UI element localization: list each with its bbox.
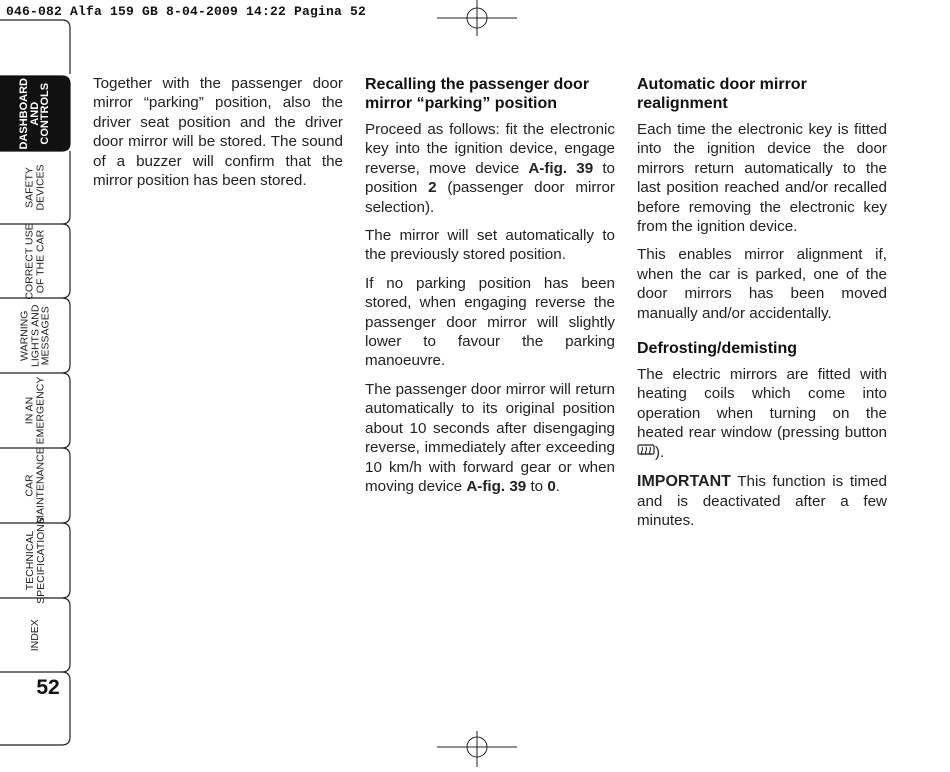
text-column-1 — [93, 74, 343, 199]
paragraph — [637, 472, 887, 530]
section-heading: Defrosting/demisting — [637, 340, 798, 358]
figure-reference: A-fig. 39 — [466, 477, 527, 495]
text-run: to — [526, 477, 548, 495]
heated-rear-window-icon — [637, 444, 655, 463]
tab-car-maintenance[interactable] — [0, 448, 70, 523]
important-label: IMPORTANT — [637, 473, 731, 491]
tab-label: CAR MAINTENANCE — [23, 447, 46, 524]
text-column-3 — [637, 74, 887, 539]
paragraph — [365, 120, 615, 217]
tab-warning-lights-and-messages[interactable] — [0, 298, 70, 373]
tab-label: IN AN EMERGENCY — [23, 376, 46, 445]
paragraph — [365, 380, 615, 496]
text-column-2 — [365, 74, 615, 505]
text-run: The electric mirrors are fitted with heating coils which come into operation when turning on the heated rear window (pressing button — [637, 366, 887, 442]
tab-dashboard-and-controls[interactable] — [0, 76, 70, 151]
tab-index[interactable] — [0, 598, 70, 672]
paragraph: The mirror will set automatically to the previously stored position. — [365, 227, 615, 264]
registration-mark-bottom — [437, 727, 517, 767]
text-run: . — [555, 477, 561, 495]
text-run: (passenger door mirror selection). — [365, 179, 615, 216]
tab-label: CORRECT USE OF THE CAR — [23, 222, 47, 300]
tab-label: WARNING LIGHTS AND MESSAGES — [18, 304, 52, 367]
tab-label: DASHBOARD AND CONTROLS — [18, 77, 52, 150]
tab-correct-use-of-the-car[interactable] — [0, 224, 70, 298]
tab-in-an-emergency[interactable] — [0, 373, 70, 448]
section-heading: Automatic door mirror realignment — [637, 76, 807, 112]
paragraph: This enables mirror alignment if, when the car is parked, one of the door mirrors has been moved manually and/or accidentally. — [637, 246, 887, 322]
paragraph: If no parking position has been stored, when engaging reverse the passenger door mirror will slightly lower to favour the parking manoeuvre. — [365, 274, 615, 370]
paragraph — [637, 365, 887, 463]
registration-mark-top — [437, 0, 517, 40]
text-run: ). — [655, 443, 665, 461]
figure-reference: A-fig. 39 — [528, 159, 594, 177]
text-run: The passenger door mirror will return automatically to its original position about 10 seconds after disengaging reverse, immediately after exceeding 10 km/h with forward gear or when moving device — [365, 380, 615, 495]
print-slug: 046-082 Alfa 159 GB 8-04-2009 14:22 Pagina 52 — [6, 4, 367, 19]
text-run: Proceed as follows: fit the electronic key into the ignition device, engage reverse, move device — [365, 121, 615, 177]
paragraph: Each time the electronic key is fitted into the ignition device the door mirrors return automatically to the last position reached and/or recalled before removing the electronic key from the ignition device. — [637, 121, 887, 236]
paragraph: Together with the passenger door mirror “parking” position, also the driver seat position and the driver door mirror will be stored. The sound of a buzzer will confirm that the mirror position has been stored. — [93, 75, 343, 190]
tab-label: SAFETY DEVICES — [23, 164, 46, 211]
page-number: 52 — [36, 676, 60, 699]
tab-safety-devices[interactable] — [0, 151, 70, 224]
tab-technical-specifications[interactable] — [0, 517, 70, 604]
position-value: 2 — [428, 179, 437, 197]
section-heading: Recalling the passenger door mirror “parking” position — [365, 76, 590, 112]
text-run: This function is timed and is deactivated after a few minutes. — [637, 473, 887, 529]
tab-label: TECHNICAL SPECIFICATIONS — [23, 517, 47, 604]
text-run: to position — [365, 159, 615, 197]
position-value: 0 — [547, 477, 556, 495]
tab-label: INDEX — [28, 618, 41, 652]
